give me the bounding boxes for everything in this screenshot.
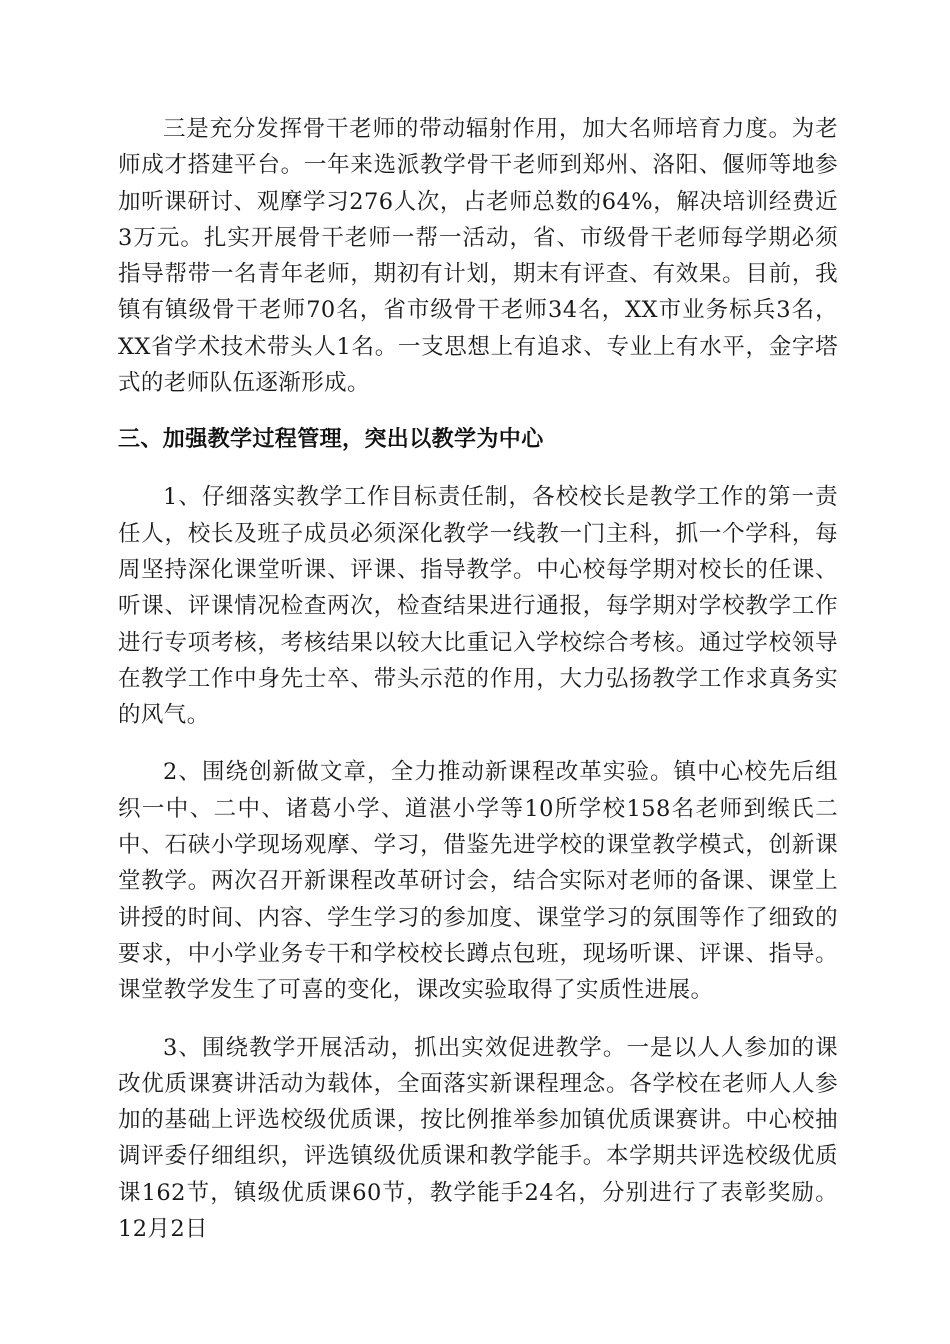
document-body xyxy=(118,111,838,1247)
paragraph-curriculum-reform: 2、围绕创新做文章，全力推动新课程改革实验。镇中心校先后组织一中、二中、诸葛小学、道湛小学等10所学校158名老师到缑氏二中、石硖小学现场观摩、学习，借鉴先进学校的课堂教学模式，创新课堂教学。两次召开新课程改革研讨会，结合实际对老师的备课、课堂上讲授的时间、内容、学生学习的参加度、课堂学习的氛围等作了细致的要求，中小学业务专干和学校校长蹲点包班，现场听课、评课、指导。课堂教学发生了可喜的变化，课改实验取得了实质性进展。 xyxy=(118,759,838,1004)
paragraph-responsibility-system: 1、仔细落实教学工作目标责任制，各校校长是教学工作的第一责任人，校长及班子成员必须深化教学一线教一门主科，抓一个学科，每周坚持深化课堂听课、评课、指导教学。中心校每学期对校长的任课、听课、评课情况检查两次，检查结果进行通报，每学期对学校教学工作进行专项考核，考核结果以较大比重记入学校综合考核。通过学校领导在教学工作中身先士卒、带头示范的作用，大力弘扬教学工作求真务实的风气。 xyxy=(118,484,838,729)
section-heading: 三、加强教学过程管理，突出以教学为中心 xyxy=(118,427,544,453)
paragraph-teaching-activities: 3、围绕教学开展活动，抓出实效促进教学。一是以人人参加的课改优质课赛讲活动为载体，全面落实新课程理念。各学校在老师人人参加的基础上评选校级优质课，按比例推举参加镇优质课赛讲。中心校抽调评委仔细组织，评选镇级优质课和教学能手。本学期共评选校级优质课162节，镇级优质课60节，教学能手24名，分别进行了表彰奖励。12月2日 xyxy=(118,1034,838,1243)
paragraph-teacher-training: 三是充分发挥骨干老师的带动辐射作用，加大名师培育力度。为老师成才搭建平台。一年来选派教学骨干老师到郑州、洛阳、偃师等地参加听课研讨、观摩学习276人次，占老师总数的64%，解决培训经费近3万元。扎实开展骨干老师一帮一活动，省、市级骨干老师每学期必须指导帮带一名青年老师，期初有计划，期末有评查、有效果。目前，我镇有镇级骨干老师70名，省市级骨干老师34名，XX市业务标兵3名，XX省学术技术带头人1名。一支思想上有追求、专业上有水平，金字塔式的老师队伍逐渐形成。 xyxy=(118,116,838,397)
